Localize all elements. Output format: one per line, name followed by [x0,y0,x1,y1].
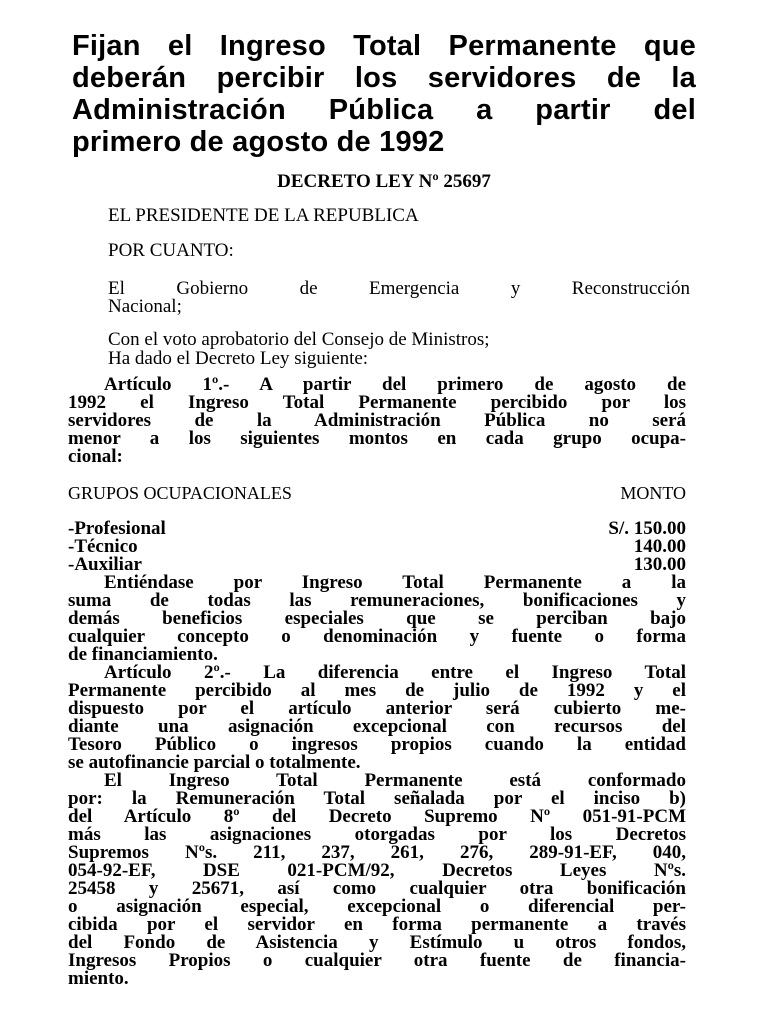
paragraph-line: por: la Remuneración Total señalada por el inciso b) [68,790,686,808]
title-line: Fijan el Ingreso Total Permanente que [72,30,696,62]
article-2-first-line: Artículo 2º.- La diferencia entre el Ingreso Total [104,664,686,682]
president-heading: EL PRESIDENTE DE LA REPUBLICA [108,205,419,226]
paragraph-line: del Fondo de Asistencia y Estímulo u otros fondos, [68,934,686,952]
document-title [72,30,696,158]
conformado-paragraph [68,772,686,988]
paragraph-line: o asignación especial, excepcional o diferencial per- [68,898,686,916]
paragraph-line: se autofinancie parcial o totalmente. [68,754,361,772]
table-header [68,483,686,504]
article-1-label: Artículo 1º.- [104,376,230,394]
paragraph-line: El Ingreso Total Permanente está conformado [104,772,686,790]
title-line: Administración Pública a partir del [72,94,696,126]
paragraph-line: cualquier concepto o denominación y fuente o forma [68,628,686,646]
por-cuanto-heading: POR CUANTO: [108,240,234,261]
paragraph-line: suma de todas las remuneraciones, bonificaciones y [68,592,686,610]
table-row [68,538,686,556]
article-2 [68,664,686,772]
ha-dado-paragraph: Ha dado el Decreto Ley siguiente: [108,348,369,369]
article-1 [68,376,686,466]
table-row [68,520,686,538]
occupational-table [68,520,686,574]
paragraph-line: Entiéndase por Ingreso Total Permanente a la [104,574,686,592]
paragraph-line: 054-92-EF, DSE 021-PCM/92, Decretos Leyes Nºs. [68,862,686,880]
column-header-amount: MONTO [620,483,686,503]
paragraph-line: de financiamiento. [68,646,218,664]
article-1-first-line: Artículo 1º.- A partir del primero de agosto de [104,376,686,394]
article-2-label: Artículo 2º.- [104,664,231,682]
gobierno-paragraph [108,280,690,316]
paragraph-line: Permanente percibido al mes de julio de 1992 y el [68,682,686,700]
paragraph-line: Supremos Nºs. 211, 237, 261, 276, 289-91-EF, 040, [68,844,686,862]
amount-cell: 130.00 [633,554,686,575]
entiendase-paragraph [68,574,686,664]
paragraph-line: miento. [68,970,129,988]
column-header-group: GRUPOS OCUPACIONALES [68,483,292,503]
paragraph-line: menor a los siguientes montos en cada grupo ocupa- [68,430,686,448]
table-row [68,556,686,574]
paragraph-line: cional: [68,448,123,466]
group-cell: -Auxiliar [68,554,142,575]
paragraph-line: El Gobierno de Emergencia y Reconstrucción [108,280,690,298]
paragraph-line: diante una asignación excepcional con recursos del [68,718,686,736]
amount-cell: 140.00 [633,536,686,557]
paragraph-line: Tesoro Público o ingresos propios cuando la entidad [68,736,686,754]
paragraph-line: Nacional; [108,298,182,316]
title-line: primero de agosto de 1992 [72,126,445,158]
paragraph-line: dispuesto por el artículo anterior será cubierto me- [68,700,686,718]
paragraph-line: 1992 el Ingreso Total Permanente percibido por los [68,394,686,412]
group-cell: -Profesional [68,518,166,539]
paragraph-line: servidores de la Administración Pública no será [68,412,686,430]
paragraph-line: Ingresos Propios o cualquier otra fuente de financia- [68,952,686,970]
paragraph-line: 25458 y 25671, así como cualquier otra bonificación [68,880,686,898]
group-cell: -Técnico [68,536,138,557]
voto-paragraph: Con el voto aprobatorio del Consejo de Ministros; [108,329,490,350]
decree-number: DECRETO LEY Nº 25697 [277,171,491,192]
paragraph-line: del Artículo 8º del Decreto Supremo Nº 051-91-PCM [68,808,686,826]
title-line: deberán percibir los servidores de la [72,62,696,94]
paragraph-line: más las asignaciones otorgadas por los Decretos [68,826,686,844]
paragraph-line: demás beneficios especiales que se perciban bajo [68,610,686,628]
amount-cell: S/. 150.00 [608,518,686,539]
paragraph-line: cibida por el servidor en forma permanente a través [68,916,686,934]
